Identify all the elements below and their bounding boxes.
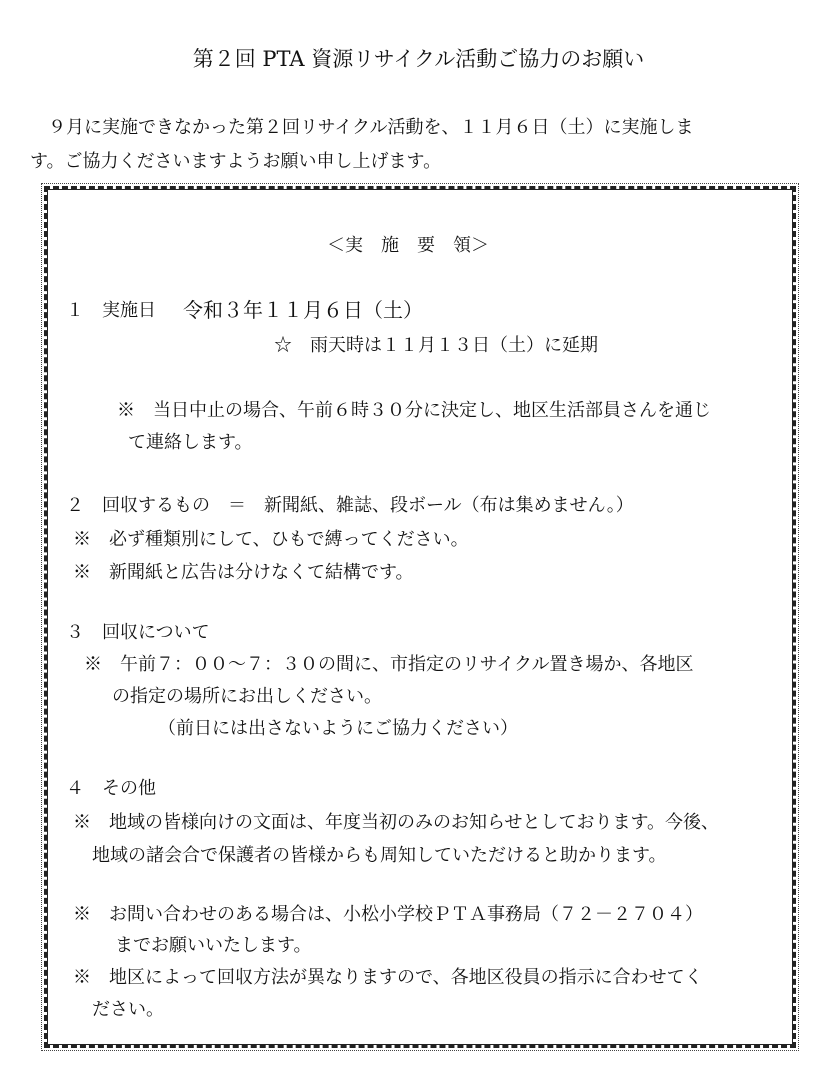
section-3-heading: ３ 回収について (66, 622, 210, 643)
section-3-line-1: ※ 午前７：００～７：３０の間に、市指定のリサイクル置き場か、各地区 (84, 654, 694, 675)
section-1-label: 実施日 (102, 300, 156, 321)
section-4-note-a-line-2: 地域の諸会合で保護者の皆様からも周知していただけると助かります。 (92, 845, 667, 866)
section-4-heading: ４ その他 (66, 778, 156, 799)
guideline-heading: ＜実 施 要 領＞ (327, 235, 489, 256)
page-title: 第２回 PTA 資源リサイクル活動ご協力のお願い (192, 47, 645, 71)
section-3-line-2: の指定の場所にお出しください。 (112, 686, 382, 707)
cancel-note-line-2: て連絡します。 (128, 432, 253, 453)
section-3-line-3: （前日には出さないようにご協力ください） (158, 718, 518, 739)
section-4-note-b-line-2: までお願いいたします。 (115, 935, 312, 956)
section-1-date: 令和３年１１月６日（土） (183, 298, 423, 322)
cancel-note-line-1: ※ 当日中止の場合、午前６時３０分に決定し、地区生活部員さんを通じ (117, 400, 711, 421)
section-4-note-c-line-2: ださい。 (92, 999, 164, 1020)
intro-line-1: ９月に実施できなかった第２回リサイクル活動を、１１月６日（土）に実施しま (30, 117, 694, 138)
section-2-note-1: ※ 必ず種類別にして、ひもで縛ってください。 (73, 529, 469, 550)
section-2-note-2: ※ 新聞紙と広告は分けなくて結構です。 (73, 562, 414, 583)
section-4-note-c-line-1: ※ 地区によって回収方法が異なりますので、各地区役員の指示に合わせてく (73, 967, 703, 988)
section-4-note-a-line-1: ※ 地域の皆様向けの文面は、年度当初のみのお知らせとしております。今後、 (73, 812, 720, 833)
section-4-note-b-line-1: ※ お問い合わせのある場合は、小松小学校ＰＴＡ事務局（７２－２７０４） (73, 904, 703, 925)
section-2-heading: ２ 回収するもの ＝ 新聞紙、雑誌、段ボール（布は集めません。） (66, 495, 634, 516)
rain-postpone-note: ☆ 雨天時は１１月１３日（土）に延期 (274, 335, 598, 356)
intro-line-2: す。ご協力くださいますようお願い申し上げます。 (30, 151, 442, 172)
section-1-number: １ (66, 300, 84, 321)
